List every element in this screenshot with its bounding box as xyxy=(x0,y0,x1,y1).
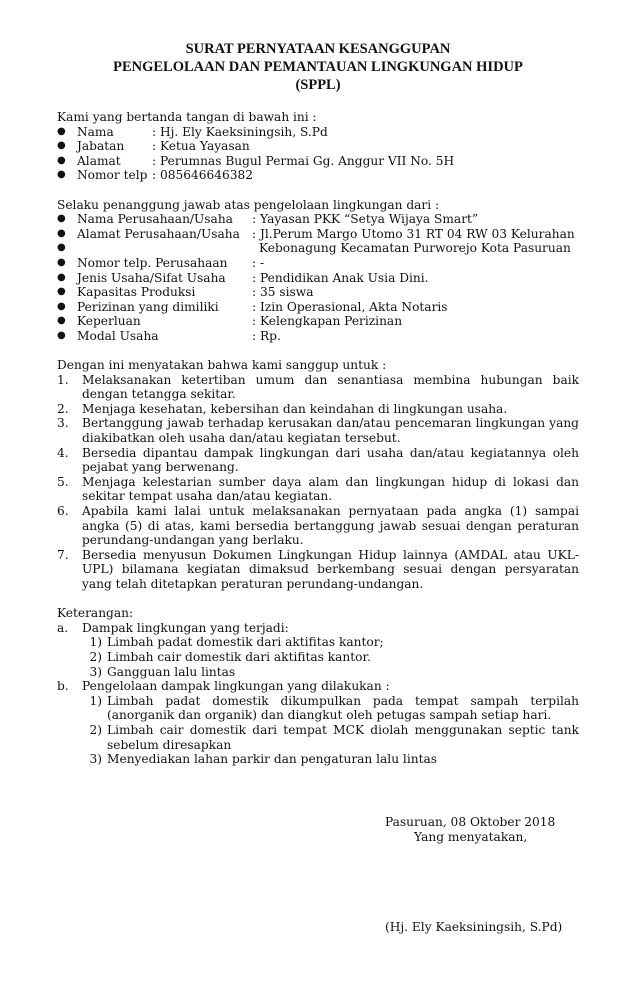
company-intro-text: Selaku penanggung jawab atas pengelolaan lingkungan dari : xyxy=(57,197,440,212)
note-subitem xyxy=(82,752,579,767)
note-subitem xyxy=(82,723,579,752)
identity-list xyxy=(57,125,579,183)
bullet-icon: ● xyxy=(57,125,66,137)
note-subitem xyxy=(82,665,579,680)
note-item xyxy=(57,679,579,694)
company-value: : Izin Operasional, Akta Notaris xyxy=(252,299,448,314)
signature-role: Yang menyatakan, xyxy=(414,830,528,844)
bullet-icon: ● xyxy=(57,242,66,254)
note-subitem-number: 1) xyxy=(89,693,102,708)
bullet-icon: ● xyxy=(57,154,66,166)
note-letter: b. xyxy=(57,679,69,694)
statement-item xyxy=(57,475,579,504)
statement-item xyxy=(57,402,579,417)
company-label: Perizinan yang dimiliki xyxy=(77,299,219,314)
statement-item xyxy=(57,504,579,548)
note-subitem-text: Limbah padat domestik dari aktifitas kantor; xyxy=(107,635,384,650)
note-subitem-number: 2) xyxy=(89,722,102,737)
statement-number: 1. xyxy=(57,372,69,387)
bullet-icon: ● xyxy=(57,300,66,312)
statement-list xyxy=(57,373,579,592)
identity-label: Nomor telp xyxy=(77,168,148,183)
statement-number: 7. xyxy=(57,547,69,562)
statement-text: Apabila kami lalai untuk melaksanakan pernyataan pada angka (1) sampai angka (5) di atas, kami bersedia bertanggung jawab sesuai dengan peraturan perundang-undangan yang berlaku. xyxy=(82,504,579,548)
company-row xyxy=(57,227,579,242)
identity-label: Alamat xyxy=(77,153,121,168)
company-label: Kapasitas Produksi xyxy=(77,285,196,300)
company-row xyxy=(57,300,579,315)
company-label: Nomor telp. Perusahaan xyxy=(77,255,228,270)
identity-value: : Ketua Yayasan xyxy=(152,139,250,154)
company-row xyxy=(57,256,579,271)
company-value: : Yayasan PKK “Setya Wijaya Smart” xyxy=(252,212,479,227)
note-subitem-number: 2) xyxy=(89,649,102,664)
note-item xyxy=(57,621,579,636)
statement-text: Melaksanakan ketertiban umum dan senantiasa membina hubungan baik dengan tetangga sekitar. xyxy=(82,372,579,402)
statement-item xyxy=(57,373,579,402)
company-label: Jenis Usaha/Sifat Usaha xyxy=(77,270,226,285)
company-label: Modal Usaha xyxy=(77,328,159,343)
note-subitem-number: 3) xyxy=(89,664,102,679)
note-subitem xyxy=(82,694,579,723)
statement-text: Menjaga kesehatan, kebersihan dan keindahan di lingkungan usaha. xyxy=(82,401,508,416)
identity-label: Jabatan xyxy=(77,139,125,154)
notes-list xyxy=(57,621,579,767)
bullet-icon: ● xyxy=(57,169,66,181)
note-subitem xyxy=(82,635,579,650)
bullet-icon: ● xyxy=(57,329,66,341)
note-subitem-text: Limbah cair domestik dari aktifitas kantor. xyxy=(107,649,371,664)
identity-row xyxy=(57,139,579,154)
statement-text: Menjaga kelestarian sumber daya alam dan lingkungan hidup di lokasi dan sekitar tempat usaha dan/atau kegiatan. xyxy=(82,474,579,504)
statement-number: 5. xyxy=(57,474,69,489)
document-page xyxy=(57,40,579,767)
company-label: Keperluan xyxy=(77,314,141,329)
statement-number: 6. xyxy=(57,504,69,519)
signature-name: (Hj. Ely Kaeksiningsih, S.Pd) xyxy=(385,920,563,934)
note-subitem xyxy=(82,650,579,665)
statement-item xyxy=(57,416,579,445)
company-label: Nama Perusahaan/Usaha xyxy=(77,212,233,227)
note-subitem-text: Menyediakan lahan parkir dan pengaturan lalu lintas xyxy=(107,752,437,767)
statement-text: Bersedia menyusun Dokumen Lingkungan Hidup lainnya (AMDAL atau UKL-UPL) bilamana kegiatan dimaksud berkembang sesuai dengan persyaratan yang telah ditetapkan peraturan perundang-undangan. xyxy=(82,547,579,591)
bullet-icon: ● xyxy=(57,227,66,239)
company-list xyxy=(57,212,579,343)
bullet-icon: ● xyxy=(57,213,66,225)
identity-row xyxy=(57,125,579,140)
statement-number: 4. xyxy=(57,445,69,460)
bullet-icon: ● xyxy=(57,256,66,268)
title-line-1: SURAT PERNYATAAN KESANGGUPAN xyxy=(185,41,451,57)
company-row xyxy=(57,314,579,329)
company-value: : Jl.Perum Margo Utomo 31 RT 04 RW 03 Kelurahan xyxy=(252,226,575,241)
company-row xyxy=(57,329,579,344)
note-subitem-text: Gangguan lalu lintas xyxy=(107,664,236,679)
statement-intro-text: Dengan ini menyatakan bahwa kami sanggup untuk : xyxy=(57,358,387,373)
company-row xyxy=(57,285,579,300)
document-title xyxy=(57,40,579,94)
statement-text: Bertanggung jawab terhadap kerusakan dan/atau pencemaran lingkungan yang diakibatkan oleh usaha dan/atau kegiatan tersebut. xyxy=(82,416,579,446)
intro-text: Kami yang bertanda tangan di bawah ini : xyxy=(57,110,317,124)
statement-text: Bersedia dipantau dampak lingkungan dari usaha dan/atau kegiatannya oleh pejabat yang berwenang. xyxy=(82,445,579,475)
identity-value: : Perumnas Bugul Permai Gg. Anggur VII No. 5H xyxy=(152,153,455,168)
company-value: : Pendidikan Anak Usia Dini. xyxy=(252,270,429,285)
identity-value: : Hj. Ely Kaeksiningsih, S.Pd xyxy=(152,124,328,139)
company-row xyxy=(57,241,579,256)
identity-value: : 085646646382 xyxy=(152,168,254,183)
statement-item xyxy=(57,446,579,475)
note-letter: a. xyxy=(57,620,69,635)
bullet-icon: ● xyxy=(57,271,66,283)
company-value: Kebonagung Kecamatan Purworejo Kota Pasuruan xyxy=(259,241,571,256)
company-row xyxy=(57,271,579,286)
bullet-icon: ● xyxy=(57,140,66,152)
notes-title: Keterangan: xyxy=(57,606,134,621)
identity-label: Nama xyxy=(77,124,114,139)
note-subitem-text: Limbah padat domestik dikumpulkan pada tempat sampah terpilah (anorganik dan organik) dan diangkut oleh petugas sampah setiap hari. xyxy=(107,693,579,723)
identity-row xyxy=(57,154,579,169)
company-value: : Rp. xyxy=(252,328,281,343)
note-text: Dampak lingkungan yang terjadi: xyxy=(82,620,289,635)
note-subitem-number: 3) xyxy=(89,752,102,767)
title-line-3: (SPPL) xyxy=(295,77,341,93)
company-row xyxy=(57,212,579,227)
company-value: : 35 siswa xyxy=(252,285,314,300)
identity-row xyxy=(57,168,579,183)
bullet-icon: ● xyxy=(57,286,66,298)
bullet-icon: ● xyxy=(57,315,66,327)
signature-place-date: Pasuruan, 08 Oktober 2018 xyxy=(385,815,556,829)
company-value: : Kelengkapan Perizinan xyxy=(252,314,403,329)
title-line-2: PENGELOLAAN DAN PEMANTAUAN LINGKUNGAN HIDUP xyxy=(113,59,523,75)
company-label xyxy=(77,241,252,256)
note-text: Pengelolaan dampak lingkungan yang dilakukan : xyxy=(82,679,390,694)
company-value: : - xyxy=(252,255,265,270)
statement-number: 2. xyxy=(57,401,69,416)
note-subitem-number: 1) xyxy=(89,635,102,650)
company-label: Alamat Perusahaan/Usaha xyxy=(77,226,240,241)
note-subitem-text: Limbah cair domestik dari tempat MCK diolah menggunakan septic tank sebelum diresapkan xyxy=(107,722,579,752)
statement-item xyxy=(57,548,579,592)
statement-number: 3. xyxy=(57,416,69,431)
